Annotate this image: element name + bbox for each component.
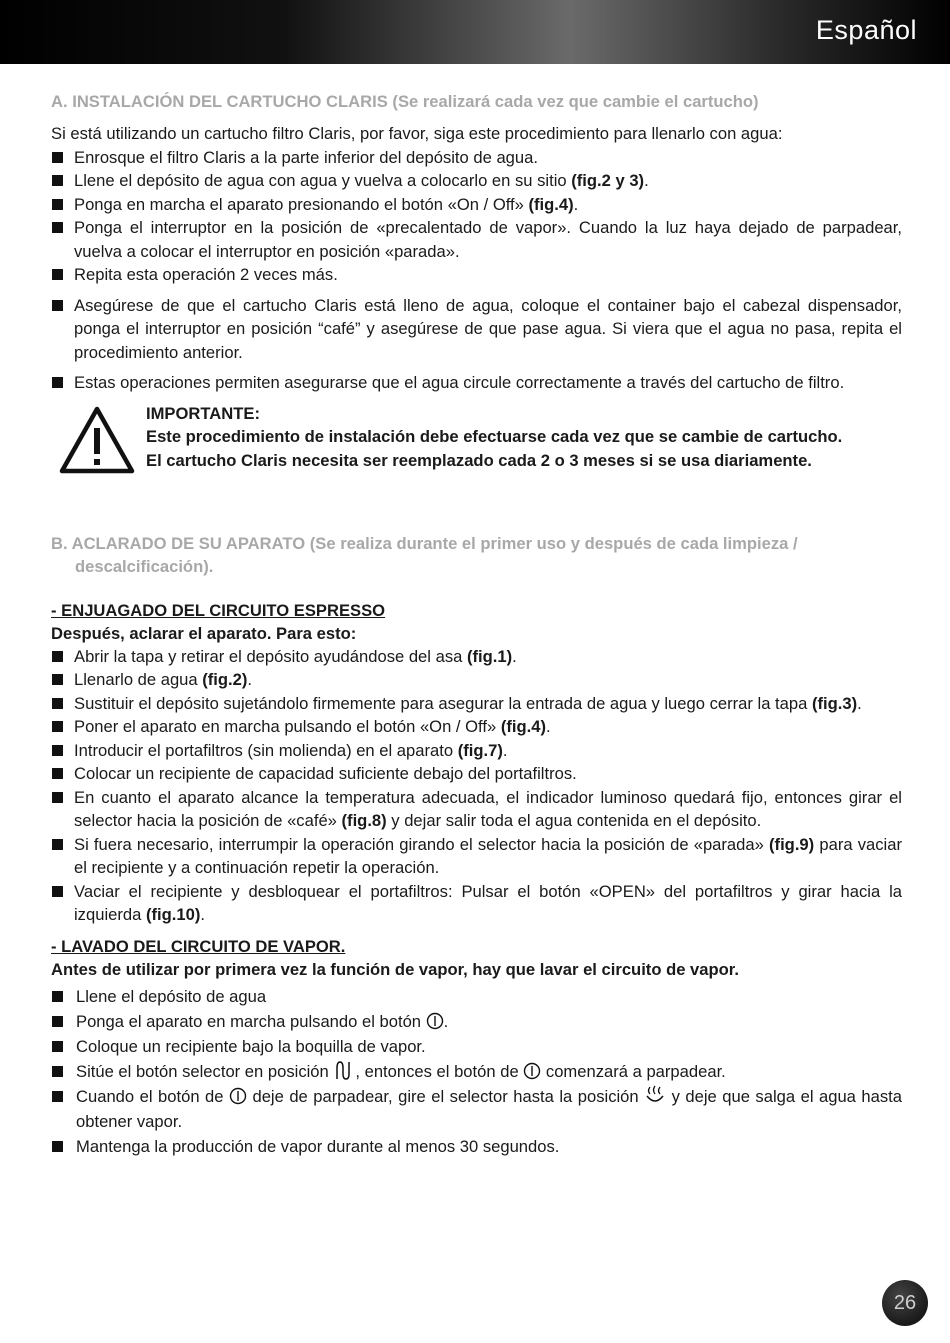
warning-triangle-icon [59,406,135,474]
section-a-title: A. INSTALACIÓN DEL CARTUCHO CLARIS [51,92,388,111]
section-a-heading [51,90,902,113]
list-item: Cuando el botón de deje de parpadear, gire el selector hasta la posición y deje que salga el agua hasta obtener vapor. [51,1084,902,1134]
list-item: Llene el depósito de agua con agua y vuelva a colocarlo en su sitio (fig.2 y 3). [51,169,902,193]
list-item: Ponga el aparato en marcha pulsando el botón . [51,1009,902,1034]
section-a-list-3 [51,371,902,395]
section-b-title: B. ACLARADO DE SU APARATO [51,533,306,553]
power-icon [229,1087,247,1105]
power-icon [523,1062,541,1080]
power-icon [426,1012,444,1030]
section-a-list-2 [51,294,902,365]
list-item: Coloque un recipiente bajo la boquilla de vapor. [51,1034,902,1059]
page-number: 26 [882,1280,928,1326]
list-item: Poner el aparato en marcha pulsando el botón «On / Off» (fig.4). [51,715,902,739]
section-b-heading [51,532,902,578]
steam-lead: Antes de utilizar por primera vez la función de vapor, hay que lavar el circuito de vapor. [51,959,739,979]
list-item: Si fuera necesario, interrumpir la operación girando el selector hacia la posición de «parada» (fig.9) para vaciar el recipiente y a continuación repetir la operación. [51,833,902,880]
steam-icon [333,1060,355,1080]
list-item: Llenarlo de agua (fig.2). [51,668,902,692]
list-item: Mantenga la producción de vapor durante al menos 30 segundos. [51,1134,902,1159]
list-item: Sitúe el botón selector en posición , entonces el botón de comenzará a parpadear. [51,1059,902,1084]
list-item: Introducir el portafiltros (sin molienda) en el aparato (fig.7). [51,739,902,763]
language-label: Español [815,15,917,45]
important-line-2: El cartucho Claris necesita ser reemplazado cada 2 o 3 meses si se usa diariamente. [146,450,812,470]
hot-water-icon [644,1085,666,1105]
steam-heading: - LAVADO DEL CIRCUITO DE VAPOR. [51,936,346,956]
list-item: Sustituir el depósito sujetándolo firmemente para asegurar la entrada de agua y luego cerrar la tapa (fig.3). [51,692,902,716]
steam-list [51,984,902,1159]
list-item: Vaciar el recipiente y desbloquear el portafiltros: Pulsar el botón «OPEN» del portafiltros y girar hacia la izquierda (fig.10). [51,880,902,927]
list-item: Abrir la tapa y retirar el depósito ayudándose del asa (fig.1). [51,645,902,669]
important-line-1: Este procedimiento de instalación debe efectuarse cada vez que se cambie de cartucho. [146,427,843,446]
important-text [146,402,886,473]
list-item: Colocar un recipiente de capacidad suficiente debajo del portafiltros. [51,762,902,786]
section-b-subtitle: (Se realiza durante el primer uso y después de cada limpieza / descalcificación). [75,533,798,576]
section-a-list [51,146,902,287]
list-item: Enrosque el filtro Claris a la parte inferior del depósito de agua. [51,146,902,170]
list-item: En cuanto el aparato alcance la temperatura adecuada, el indicador luminoso quedará fijo, entonces girar el selector hacia la posición de «café» (fig.8) y dejar salir toda el agua contenida en el depósito. [51,786,902,833]
important-notice [51,402,902,518]
espresso-heading: - ENJUAGADO DEL CIRCUITO ESPRESSO [51,600,386,620]
list-item: Ponga en marcha el aparato presionando el botón «On / Off» (fig.4). [51,193,902,217]
page-header [0,0,950,64]
section-a-subtitle: (Se realizará cada vez que cambie el cartucho) [392,92,759,111]
list-item: Estas operaciones permiten asegurarse que el agua circule correctamente a través del cartucho de filtro. [51,371,902,395]
list-item: Repita esta operación 2 veces más. [51,263,902,287]
list-item: Llene el depósito de agua [51,984,902,1009]
list-item: Asegúrese de que el cartucho Claris está lleno de agua, coloque el container bajo el cabezal dispensador, ponga el interruptor en posición “café” y asegúrese de que pase agua. Si viera que el agua no pasa, repita el procedimiento anterior. [51,294,902,365]
espresso-lead: Después, aclarar el aparato. Para esto: [51,623,357,643]
important-heading: IMPORTANTE: [146,403,260,423]
espresso-list [51,645,902,927]
list-item: Ponga el interruptor en la posición de «precalentado de vapor». Cuando la luz haya dejado de parpadear, vuelva a colocar el interruptor en posición «parada». [51,216,902,263]
section-a-intro: Si está utilizando un cartucho filtro Claris, por favor, siga este procedimiento para llenarlo con agua: [51,124,783,143]
page-content [51,90,902,1159]
